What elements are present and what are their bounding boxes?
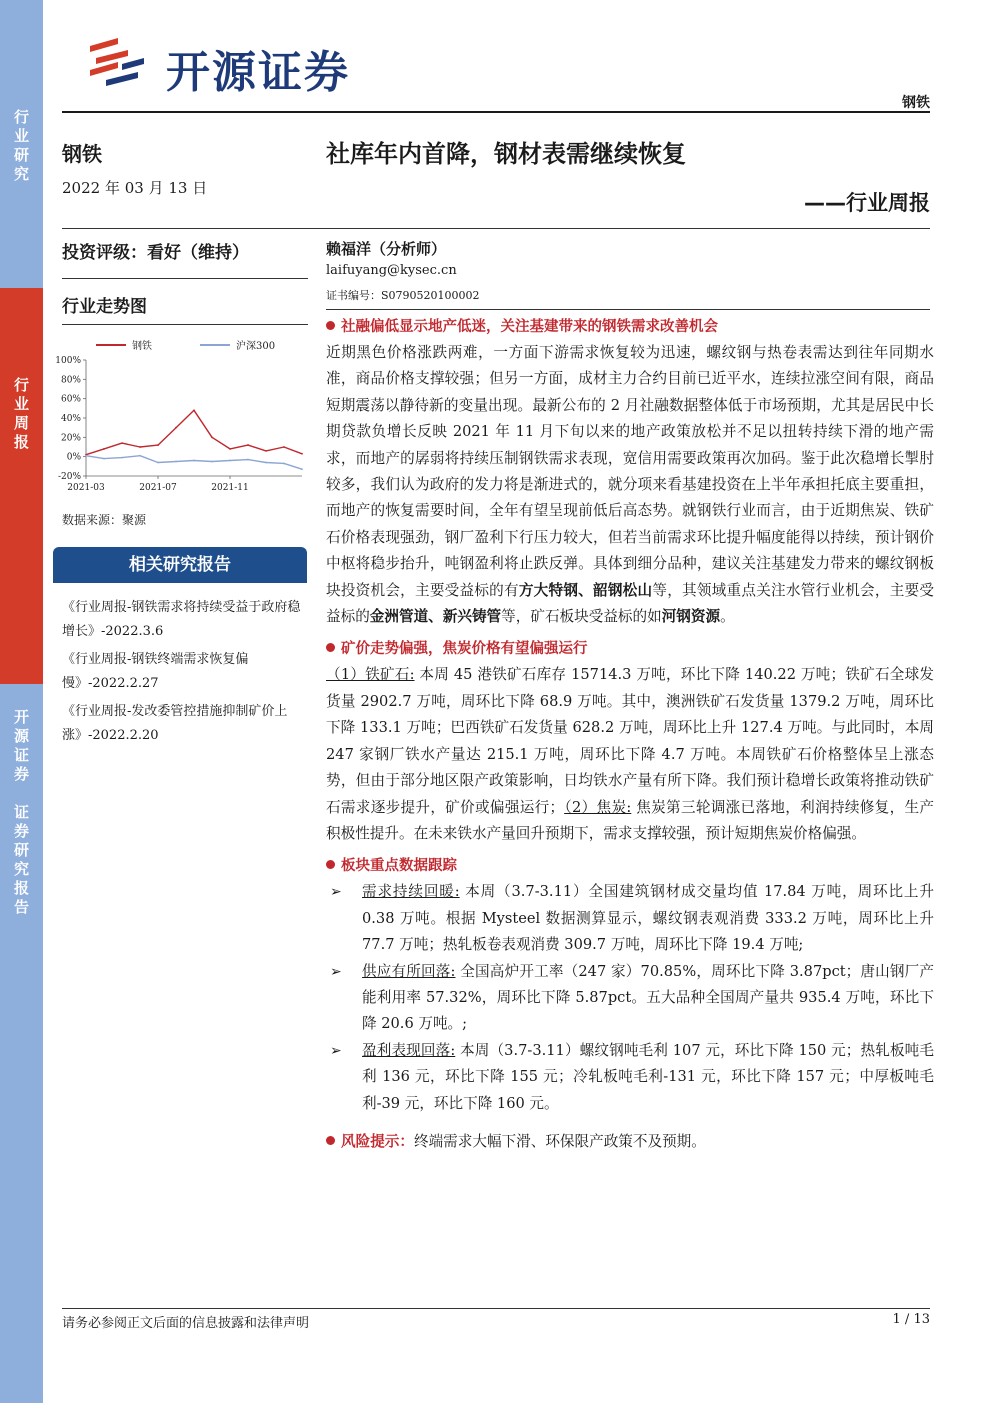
related-report-item[interactable]: 《行业周报-发改委管控措施抑制矿价上涨》-2022.2.20 — [62, 704, 288, 743]
chart-point — [301, 453, 303, 455]
highlight-stocks-1: 方大特钢、韶钢松山 — [518, 581, 653, 599]
chart-point — [121, 457, 123, 459]
chart-point — [193, 409, 195, 411]
analyst-divider — [326, 309, 930, 310]
analyst-cert: 证书编号：S0790520100002 — [326, 289, 480, 302]
section-heading-2: 矿价走势偏强，焦炭价格有望偏强运行 — [326, 636, 934, 662]
chart-y-tick-label: 80% — [60, 375, 81, 386]
arrow-bullet-icon: ➢ — [330, 963, 342, 980]
related-reports-list — [62, 596, 312, 752]
chart-point — [157, 462, 159, 464]
report-subtitle: ——行业周报 — [804, 191, 930, 215]
chart-y-tick-label: 100% — [55, 356, 81, 366]
chart-legend-label: 钢铁 — [132, 341, 152, 352]
chart-x-tick-label: 2021-07 — [139, 483, 177, 493]
bullet-dot-icon — [326, 643, 335, 652]
section-heading-3: 板块重点数据跟踪 — [326, 853, 934, 879]
chart-y-tick-label: 60% — [60, 394, 81, 405]
chart-x-tick-label: 2021-11 — [211, 483, 249, 493]
data-bullet-demand: ➢ 需求持续回暖: 本周（3.7-3.11）全国建筑钢材成交量均值 17.84 万吨，周环比上升 0.38 万吨。根据 Mysteel 数据测算显示，螺纹钢表观消费 333.2 万吨，周环比上升 77.7 万吨；热轧板卷表观消费 309.7 万吨，周环比下降 19.4 万吨; — [326, 879, 934, 958]
bullet-dot-icon — [326, 1136, 335, 1145]
industry-label: 钢铁 — [62, 142, 102, 166]
chart-point — [247, 459, 249, 461]
logo-text: 开源证券 — [166, 47, 350, 98]
bullet-dot-icon — [326, 321, 335, 330]
chart-point — [103, 448, 105, 450]
trend-chart-title: 行业走势图 — [62, 297, 147, 317]
data-bullet-supply: ➢ 供应有所回落: 全国高炉开工率（247 家）70.85%，周环比下降 3.87pct；唐山钢厂产能利用率 57.32%，周环比下降 5.87pct。五大品种全国周产量共 935.4 万吨，环比下降 20.6 万吨。; — [326, 959, 934, 1038]
chart-legend-label: 沪深300 — [236, 341, 276, 352]
trend-divider — [62, 324, 308, 325]
arrow-bullet-icon: ➢ — [330, 884, 342, 901]
chart-point — [211, 436, 213, 438]
chart-series-line-0 — [86, 410, 302, 454]
chart-point — [175, 461, 177, 463]
side-label-industry-research: 行 业 研 究 — [13, 108, 29, 183]
related-report-item[interactable]: 《行业周报-钢铁需求将持续受益于政府稳增长》-2022.3.6 — [62, 600, 301, 639]
chart-point — [139, 446, 141, 448]
chart-point — [211, 461, 213, 463]
investment-rating: 投资评级：看好（维持） — [62, 243, 249, 263]
coke-label: （2）焦炭: — [564, 798, 632, 816]
chart-point — [301, 468, 303, 470]
side-label-weekly: 行 业 周 报 — [13, 376, 29, 451]
bullet-dot-icon — [326, 860, 335, 869]
chart-point — [247, 444, 249, 446]
chart-point — [229, 448, 231, 450]
chart-point — [265, 450, 267, 452]
rating-divider — [62, 278, 308, 279]
side-label-brand: 开 源 证 券 证 券 研 究 报 告 — [13, 708, 29, 916]
related-reports-heading: 相关研究报告 — [53, 547, 307, 583]
chart-y-tick-label: 20% — [60, 433, 81, 444]
industry-trend-chart — [52, 330, 312, 500]
analyst-email[interactable]: laifuyang@kysec.cn — [326, 263, 457, 278]
section-1-paragraph: 近期黑色价格涨跌两难，一方面下游需求恢复较为迅速，螺纹钢与热卷表需达到往年同期水准，商品价格支撑较强；但另一方面，成材主力合约目前已近平水，连续拉涨空间有限，商品短期震荡以静待新的变量出现。最新公布的 2 月社融数据整体低于市场预期，尤其是居民中长期贷款负增长反映 2021 年 11 月下旬以来的地产政策放松并不足以扭转持续下滑的地产需求，而地产的孱弱将持续压制钢铁需求表现，宽信用需要政策再次加码。鉴于此次稳增长掣肘较多，我们认为政府的发力将是渐进式的，就分项来看基建投资在上半年承担托底主要重担，而地产的恢复需要时间，全年有望呈现前低后高态势。就钢铁行业而言，由于近期焦炭、铁矿石价格表现强劲，钢厂盈利下行压力较大，但若当前需求环比提升幅度能得以持续，预计钢价中枢将稳步抬升，吨钢盈利将止跌反弹。具体到细分品种，建议关注基建发力带来的螺纹钢板块投资机会，主要受益标的有方大特钢、韶钢松山等，其领域重点关注水管行业机会，主要受益标的金洲管道、新兴铸管等，矿石板块受益标的如河钢资源。 — [326, 344, 934, 626]
chart-series-line-1 — [86, 456, 302, 470]
chart-y-tick-label: 0% — [66, 452, 81, 463]
page-number: 1 / 13 — [892, 1312, 930, 1327]
highlight-stocks-2: 金洲管道、新兴铸管 — [369, 608, 502, 626]
chart-point — [193, 460, 195, 462]
side-band-highlight — [0, 288, 43, 684]
data-bullet-profit: ➢ 盈利表现回落: 本周（3.7-3.11）螺纹钢吨毛利 107 元，环比下降 150 元；热轧板吨毛利 136 元，环比下降 155 元；冷轧板吨毛利-131 元，环比下降 157 元；中厚板吨毛利-39 元，环比下降 160 元。 — [326, 1038, 934, 1117]
iron-ore-label: （1）铁矿石: — [326, 666, 415, 684]
footer-divider — [62, 1308, 930, 1309]
chart-point — [283, 446, 285, 448]
chart-point — [265, 462, 267, 464]
chart-point — [229, 460, 231, 462]
chart-point — [85, 455, 87, 457]
chart-point — [103, 458, 105, 460]
footer-disclaimer: 请务必参阅正文后面的信息披露和法律声明 — [62, 1316, 310, 1331]
header-category: 钢铁 — [902, 95, 930, 111]
section-2-paragraph: （1）铁矿石: 本周 45 港铁矿石库存 15714.3 万吨，环比下降 140.22 万吨；铁矿石全球发货量 2902.7 万吨，周环比下降 68.9 万吨。其中，澳洲铁矿石发货量 1379.2 万吨，周环比下降 133.1 万吨；巴西铁矿石发货量 628.2 万吨，周环比上升 127.4 万吨。与此同时，本周 247 家钢厂铁水产量达 215.1 万吨，周环比下降 4.7 万吨。本周铁矿石价格整体呈上涨态势，但由于部分地区限产政策影响，日均铁水产量有所下降。我们预计稳增长政策将推动铁矿石需求逐步提升，矿价或偏强运行；（2）焦炭: 焦炭第三轮调涨已落地，利润持续修复，生产积极性提升。在未来铁水产量回升预期下，需求支撑较强，预计短期焦炭价格偏强。 — [326, 666, 934, 842]
chart-point — [283, 463, 285, 465]
logo-mark-icon — [88, 30, 148, 90]
related-report-item[interactable]: 《行业周报-钢铁终端需求恢复偏慢》-2022.2.27 — [62, 652, 249, 691]
chart-y-tick-label: -20% — [57, 472, 81, 482]
report-title: 社库年内首降，钢材表需继续恢复 — [326, 140, 686, 168]
side-band — [0, 0, 43, 1403]
company-logo — [88, 30, 388, 98]
arrow-bullet-icon: ➢ — [330, 1042, 342, 1059]
chart-point — [121, 442, 123, 444]
chart-source: 数据来源：聚源 — [62, 513, 147, 527]
chart-point — [139, 455, 141, 457]
chart-x-tick-label: 2021-03 — [67, 483, 105, 493]
section-heading-1: 社融偏低显示地产低迷，关注基建带来的钢铁需求改善机会 — [326, 314, 934, 340]
main-content — [326, 314, 934, 1155]
risk-warning: 风险提示：终端需求大幅下滑、环保限产政策不及预期。 — [326, 1129, 934, 1155]
chart-point — [175, 427, 177, 429]
header-divider — [62, 111, 930, 113]
highlight-stocks-3: 河钢资源 — [661, 608, 721, 626]
chart-y-tick-label: 40% — [60, 414, 81, 424]
title-divider — [62, 228, 930, 229]
report-date: 2022 年 03 月 13 日 — [62, 179, 208, 197]
analyst-name: 赖福洋（分析师） — [326, 240, 447, 258]
chart-point — [157, 444, 159, 446]
